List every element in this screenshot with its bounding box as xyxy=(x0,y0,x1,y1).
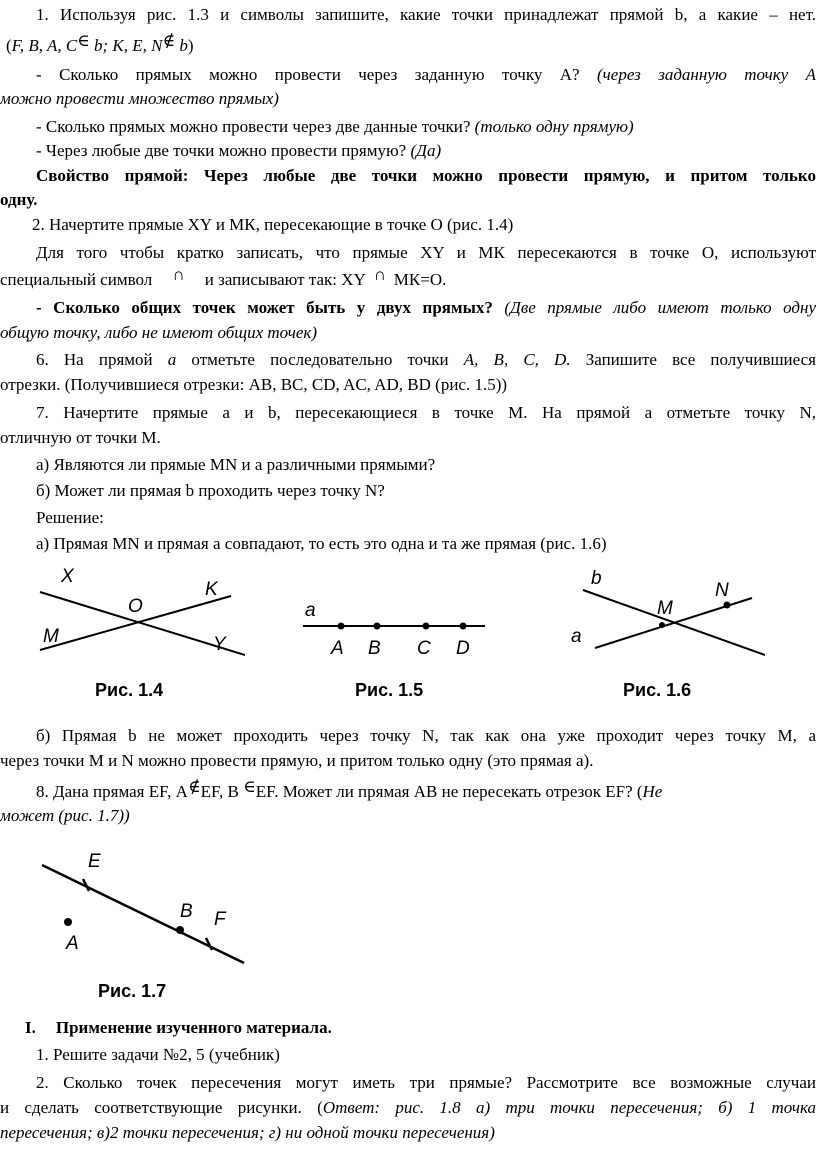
q3: - Через любые две точки можно провести прямую? (Да) xyxy=(36,141,442,160)
task6-line2: отрезки. (Получившиеся отрезки: АВ, ВС, CD, AC, AD, BD (рис. 1.5)) xyxy=(0,375,508,394)
task7-answer-a: а) Прямая MN и прямая а совпадают, то есть это одна и та же прямая (рис. 1.6) xyxy=(36,534,607,553)
label-n: N xyxy=(715,580,729,601)
point-a xyxy=(338,623,345,630)
label-f: F xyxy=(214,909,226,930)
q1-line2: можно провести множество прямых) xyxy=(0,89,279,108)
task8-line1: 8. Дана прямая EF, А∉EF, B ∈EF. Может ли прямая АВ не пересекать отрезок EF? (Не xyxy=(36,777,663,801)
task7-line1: 7. Начертите прямые а и b, пересекающиеся в точке М. На прямой а отметьте точку N, xyxy=(36,403,816,422)
label-m: M xyxy=(43,626,59,647)
application-task-2-line1: 2. Сколько точек пересечения могут иметь три прямые? Рассмотрите все возможные случаи xyxy=(36,1073,816,1092)
caption-fig-1-7: Рис. 1.7 xyxy=(98,981,167,1001)
line-b: b xyxy=(175,36,188,55)
label-line-a: a xyxy=(305,600,316,621)
task7-answer-b-line2: через точки М и N можно провести прямую, и притом только одну (это прямая а). xyxy=(0,751,594,770)
point-m xyxy=(659,622,665,628)
task6-line1: 6. На прямой a отметьте последовательно точки A, B, C, D. Запишите все получившиеся xyxy=(36,350,816,369)
label-k: K xyxy=(205,579,218,600)
task7-solution-label: Решение: xyxy=(36,508,104,527)
application-task-2-line2: и сделать соответствующие рисунки. (Ответ: рис. 1.8 а) три точки пересечения; б) 1 точка xyxy=(0,1098,816,1117)
point-d xyxy=(460,623,467,630)
figure-1-7 xyxy=(40,845,260,1005)
points-in: F, B, A, C xyxy=(11,36,78,55)
not-element-of-symbol: ∉ xyxy=(187,777,201,796)
task1-line2 xyxy=(6,31,816,56)
point-a xyxy=(64,918,72,926)
task7-question-a: а) Являются ли прямые MN и а различными прямыми? xyxy=(36,455,436,474)
intersection-symbol: ∩ xyxy=(373,265,386,284)
label-a: A xyxy=(66,933,79,954)
label-b: B xyxy=(368,638,381,659)
property-line1: Свойство прямой: Через любые две точки можно провести прямую, и притом только xyxy=(36,166,816,185)
point-b xyxy=(176,926,184,934)
task8-line2: может (рис. 1.7)) xyxy=(0,806,130,825)
property-line2: одну. xyxy=(0,190,38,209)
task2-line2: Для того чтобы кратко записать, что прямые XY и МК пересекаются в точке О, используют xyxy=(36,243,816,262)
task7-line2: отличную от точки М. xyxy=(0,428,161,447)
q2: - Сколько прямых можно провести через две данные точки? (только одну прямую) xyxy=(36,117,634,136)
point-b xyxy=(374,623,381,630)
label-c: C xyxy=(417,638,431,659)
label-b: b xyxy=(591,568,602,589)
not-element-of-symbol: ∉ xyxy=(162,31,176,50)
task7-question-b: б) Может ли прямая b проходить через точку N? xyxy=(36,481,385,500)
point-n xyxy=(724,602,731,609)
q1-line1: - Сколько прямых можно провести через заданную точку А? (через заданную точку А xyxy=(36,65,816,84)
figure-1-5 xyxy=(295,590,495,710)
task2-answer: общую точку, либо не имеют общих точек) xyxy=(0,323,317,342)
label-x: X xyxy=(61,566,74,587)
points-out: b; K, E, N xyxy=(89,36,163,55)
label-y: Y xyxy=(213,634,226,655)
task7-answer-b-line1: б) Прямая b не может проходить через точку N, так как она уже проходит через точку М, а xyxy=(36,726,816,745)
task2-question: - Сколько общих точек может быть у двух прямых? (Две прямые либо имеют только одну xyxy=(36,298,816,317)
paren-close: ) xyxy=(187,36,194,55)
label-b: B xyxy=(180,901,193,922)
label-o: O xyxy=(128,596,143,617)
caption-fig-1-5: Рис. 1.5 xyxy=(355,680,424,700)
caption-fig-1-6: Рис. 1.6 xyxy=(623,680,692,700)
label-m: M xyxy=(657,598,673,619)
intersection-symbol: ∩ xyxy=(172,265,185,284)
section-heading: I. Применение изученного материала. xyxy=(25,1018,332,1037)
figure-1-6 xyxy=(565,560,765,710)
label-a: A xyxy=(331,638,344,659)
paren-open: ( xyxy=(6,36,12,55)
application-task-1: 1. Решите задачи №2, 5 (учебник) xyxy=(36,1045,280,1064)
label-d: D xyxy=(456,638,470,659)
element-of-symbol: ∈ xyxy=(243,777,256,796)
figure-1-4 xyxy=(35,560,245,710)
task1-line1: 1. Используя рис. 1.3 и символы запишите, какие точки принадлежат прямой b, а какие – нет. xyxy=(36,5,816,24)
element-of-symbol: ∈ xyxy=(77,31,90,50)
task2-line3: специальный символ ∩ и записывают так: XY ∩ МК=О. xyxy=(0,265,447,289)
task2-line1: 2. Начертите прямые XY и МК, пересекающие в точке О (рис. 1.4) xyxy=(32,215,514,234)
application-task-2-line3: пересечения; в)2 точки пересечения; г) ни одной точки пересечения) xyxy=(0,1123,495,1142)
caption-fig-1-4: Рис. 1.4 xyxy=(95,680,164,700)
label-a: a xyxy=(571,626,582,647)
label-e: E xyxy=(88,851,101,872)
point-c xyxy=(423,623,430,630)
